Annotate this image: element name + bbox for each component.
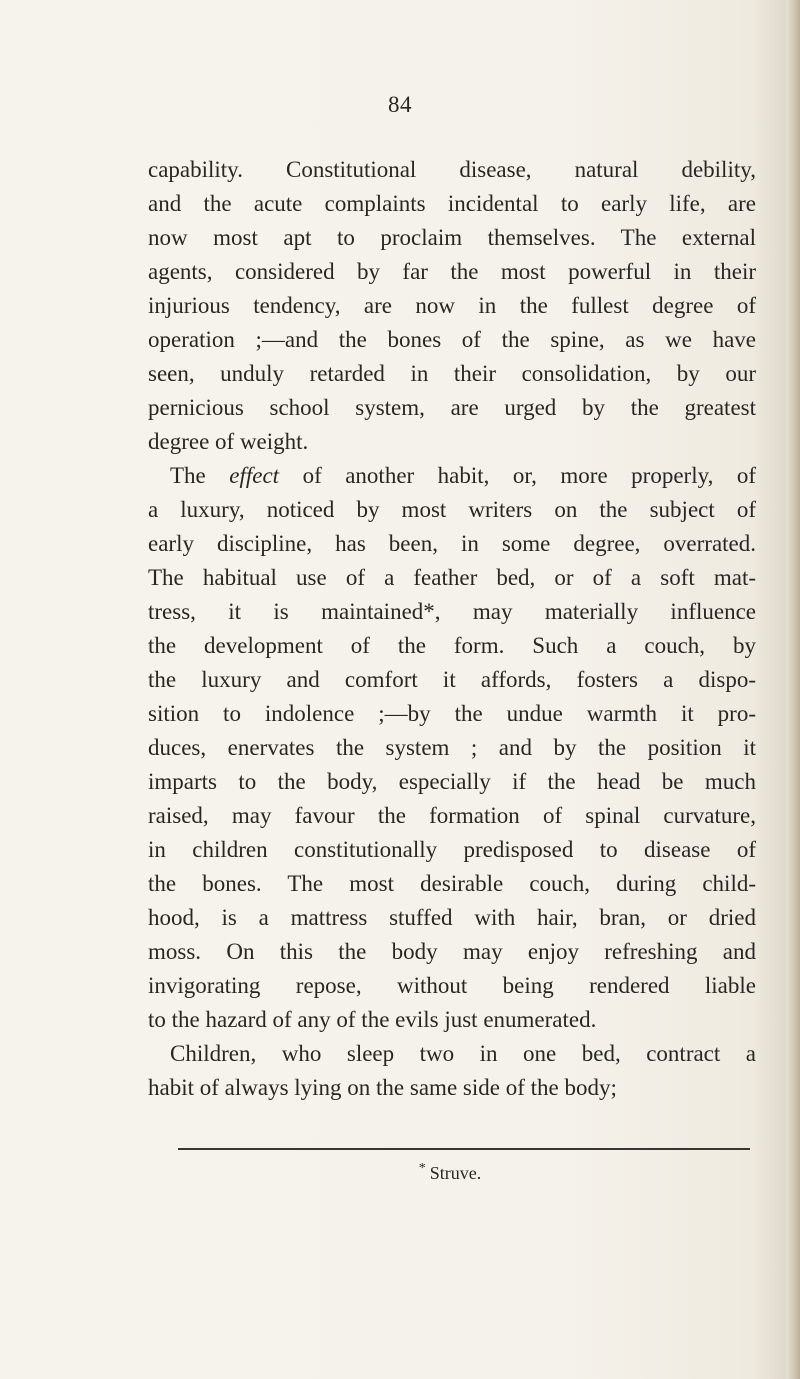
text-line: agents, considered by far the most powerful in their [148, 259, 756, 284]
text-line: raised, may favour the formation of spinal curvature, [148, 803, 756, 828]
body-text [148, 153, 756, 1105]
text-fragment: of another habit, or, more properly, of [302, 463, 756, 488]
footnote-marker: * [418, 1161, 426, 1176]
text-line: the bones. The most desirable couch, during child- [148, 871, 756, 896]
text-line: early discipline, has been, in some degree, overrated. [148, 531, 756, 556]
text-line: seen, unduly retarded in their consolidation, by our [148, 361, 756, 386]
paragraph-start-line: Children, who sleep two in one bed, contract a [170, 1041, 756, 1066]
text-line: tress, it is maintained*, may materially influence [148, 599, 756, 624]
footnote [0, 1161, 800, 1184]
footnote-text: Struve. [429, 1163, 482, 1183]
text-line: to the hazard of any of the evils just enumerated. [148, 1007, 597, 1032]
text-line: now most apt to proclaim themselves. The external [148, 225, 756, 250]
text-line: duces, enervates the system ; and by the position it [148, 735, 756, 760]
text-line: sition to indolence ;—by the undue warmth it pro- [148, 701, 756, 726]
text-line: in children constitutionally predisposed to disease of [148, 837, 756, 862]
text-line: moss. On this the body may enjoy refreshing and [148, 939, 756, 964]
text-line: degree of weight. [148, 429, 309, 454]
page-number: 84 [388, 92, 412, 117]
footnote-rule [178, 1148, 750, 1150]
text-line: invigorating repose, without being rendered liable [148, 973, 756, 998]
text-line: the luxury and comfort it affords, fosters a dispo- [148, 667, 756, 692]
emphasized-word: effect [229, 463, 280, 488]
paragraph-start-line [148, 459, 756, 493]
text-line: habit of always lying on the same side of the body; [148, 1075, 617, 1100]
text-line: and the acute complaints incidental to early life, are [148, 191, 756, 216]
text-line: The habitual use of a feather bed, or of a soft mat- [148, 565, 756, 590]
text-line: a luxury, noticed by most writers on the subject of [148, 497, 756, 522]
text-line: the development of the form. Such a couch, by [148, 633, 756, 658]
text-line: hood, is a mattress stuffed with hair, bran, or dried [148, 905, 756, 930]
text-line: injurious tendency, are now in the fullest degree of [148, 293, 756, 318]
text-fragment: The [170, 463, 206, 488]
text-line: capability. Constitutional disease, natural debility, [148, 157, 756, 182]
text-line: pernicious school system, are urged by the greatest [148, 395, 756, 420]
text-line: imparts to the body, especially if the head be much [148, 769, 756, 794]
text-line: operation ;—and the bones of the spine, as we have [148, 327, 756, 352]
